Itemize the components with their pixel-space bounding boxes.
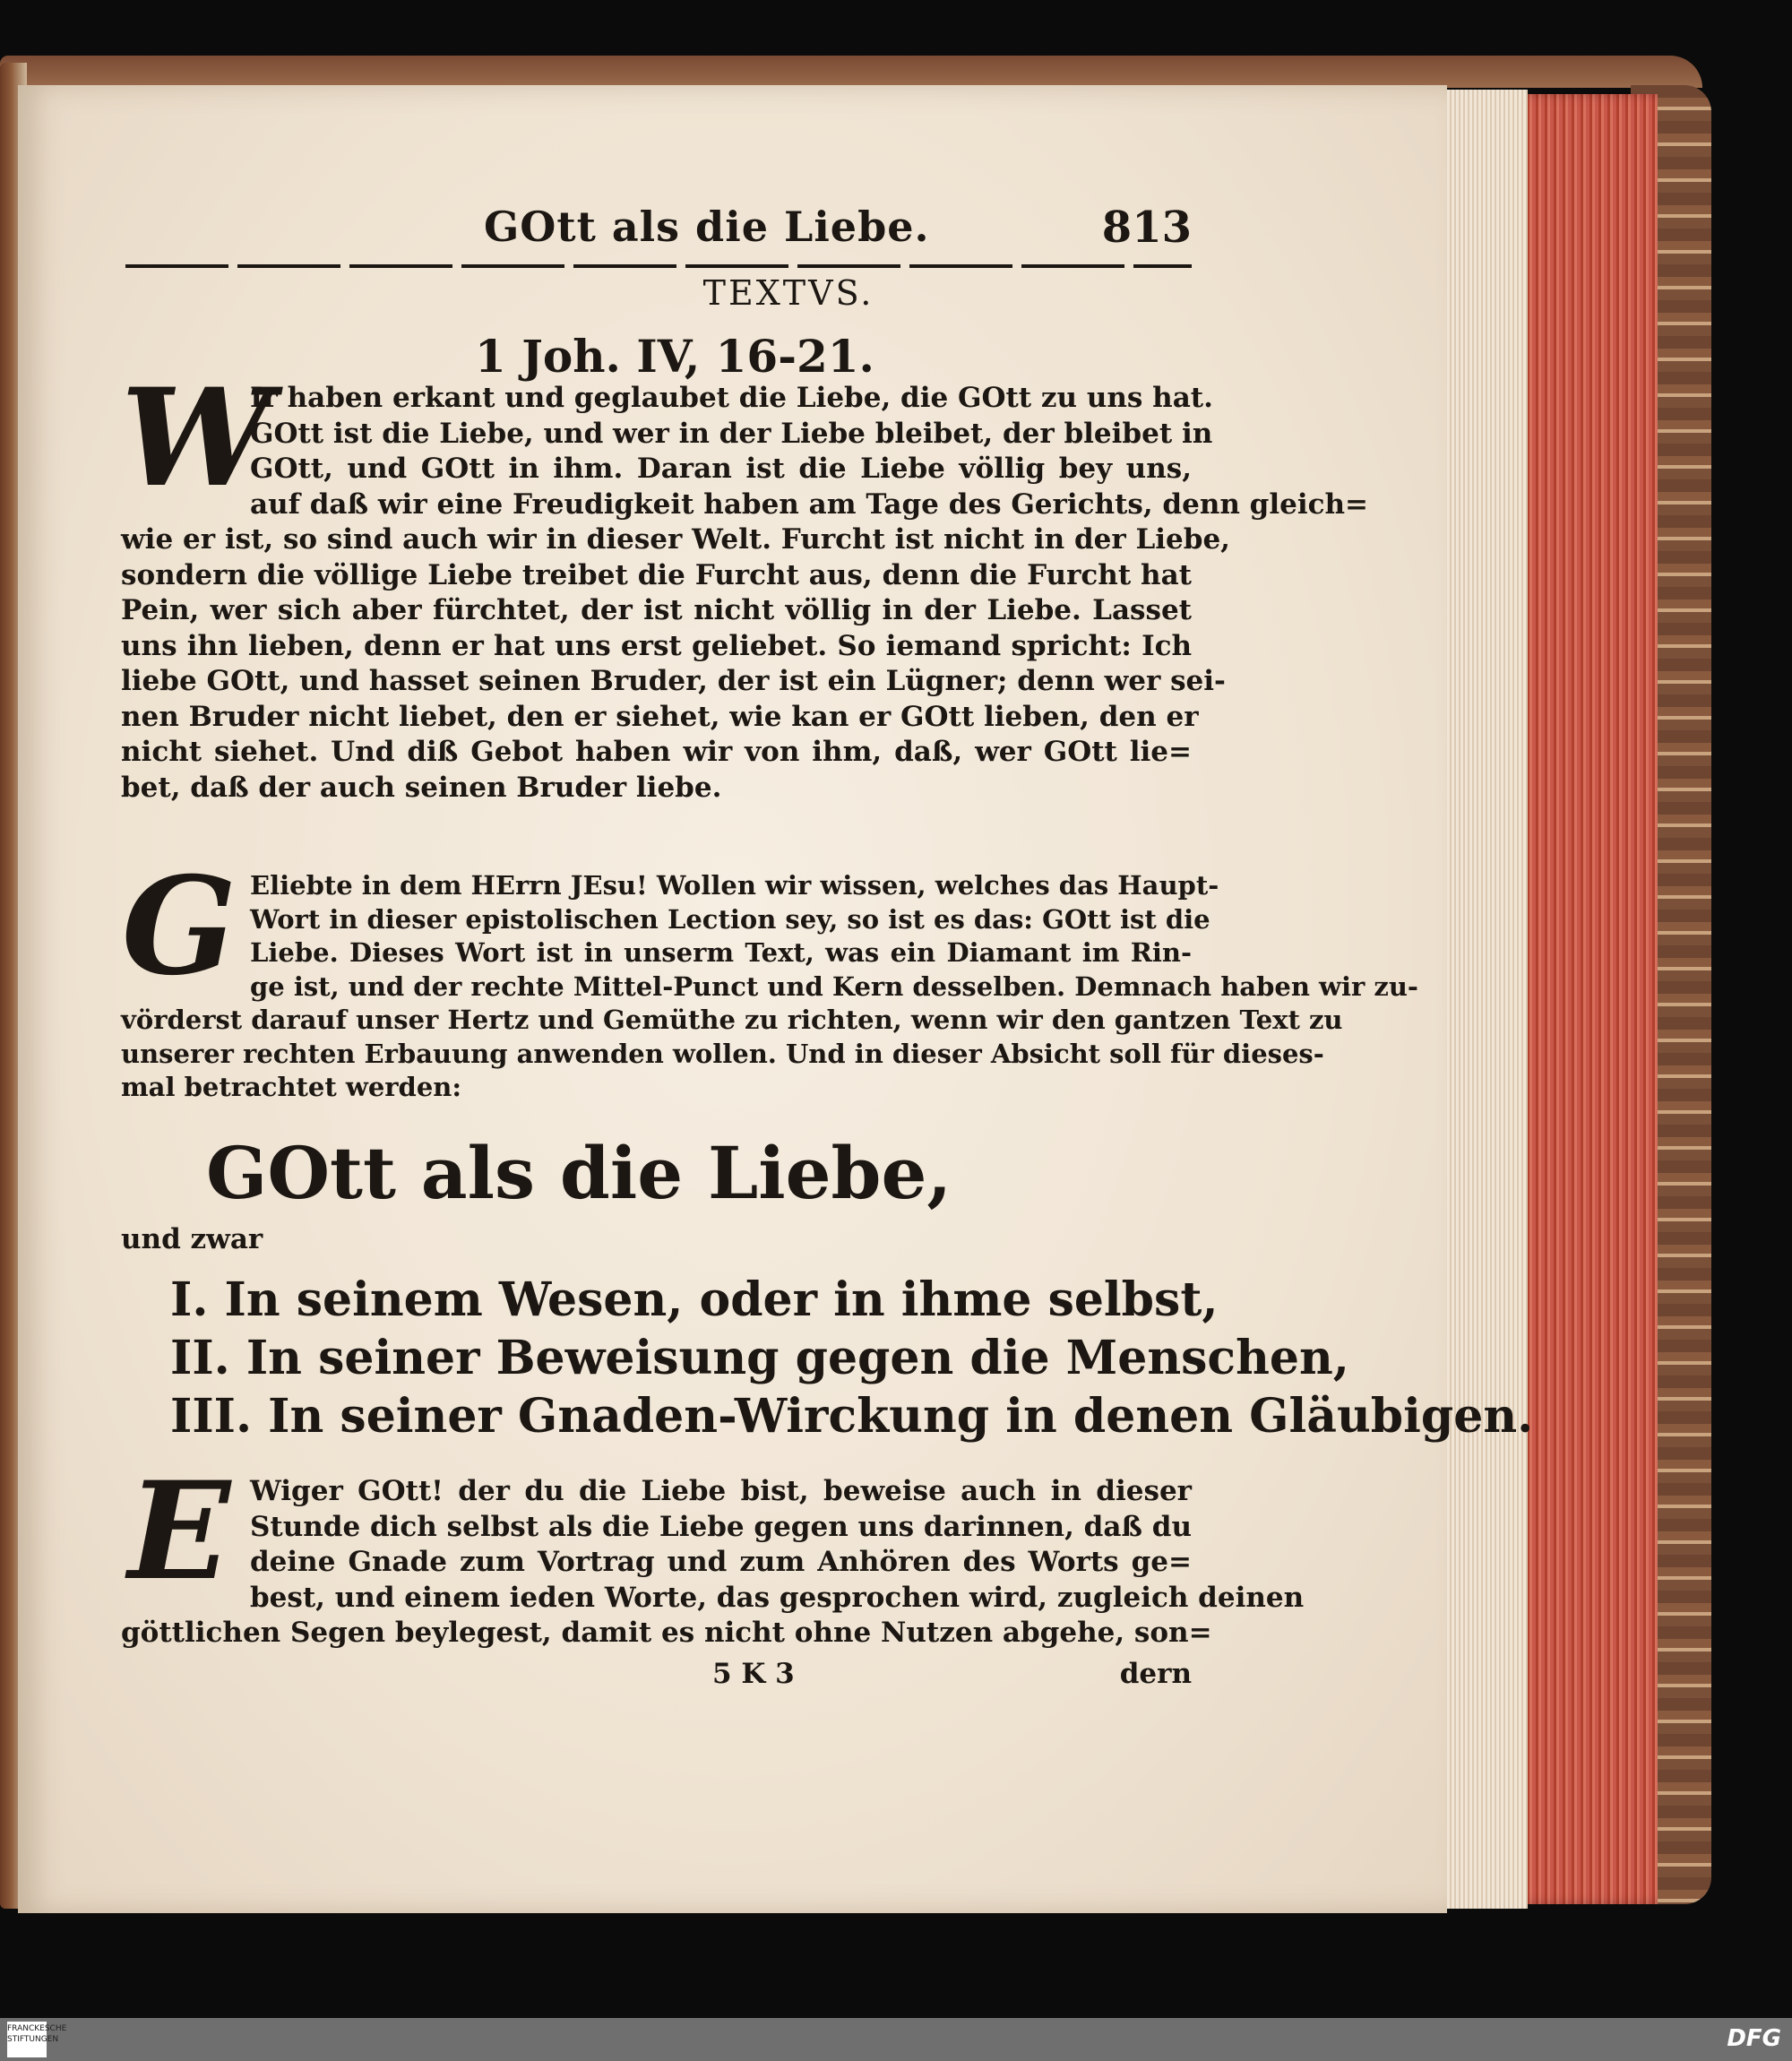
drop-initial: E [127,1453,231,1610]
text-line: göttlichen Segen beylegest, damit es nicht ohne Nutzen abgehe, son= [121,1617,1212,1649]
institution-logo: FRANCKESCHE STIFTUNGEN [7,2022,47,2057]
theme-point-2: II. In seiner Beweisung gegen die Menschen, [170,1331,1349,1385]
text-line: Stunde dich selbst als die Liebe gegen uns darinnen, daß du [250,1510,1192,1543]
text-line: liebe GOtt, und hasset seinen Bruder, der ist ein Lügner; denn wer sei- [121,665,1226,697]
scripture-text [121,359,1369,806]
text-line: Liebe. Dieses Wort ist in unserm Text, was ein Diamant im Rin- [250,937,1192,968]
text-line: mal betrachtet werden: [121,1072,462,1102]
theme-intro: und zwar [121,1223,263,1255]
text-line: deine Gnade zum Vortrag und zum Anhören des Worts ge= [250,1546,1192,1578]
sermon-theme-title: GOtt als die Liebe, [206,1131,952,1215]
catchword: dern [1119,1658,1192,1690]
text-line: Pein, wer sich aber fürchtet, der ist nicht völlig in der Liebe. Lasset [121,594,1192,626]
theme-point-1: I. In seinem Wesen, oder in ihme selbst, [170,1272,1219,1327]
text-line: nicht siehet. Und diß Gebot haben wir von ihm, daß, wer GOtt lie= [121,736,1192,768]
signature-mark: 5 K 3 [712,1658,795,1690]
text-line: Ir haben erkant und geglaubet die Liebe, die GOtt zu uns hat. [250,382,1213,414]
header-rule [125,264,1192,268]
text-line: ge ist, und der rechte Mittel-Punct und Kern desselben. Demnach haben wir zu- [250,970,1418,1002]
dfg-logo: DFG [1727,2025,1781,2052]
textus-label: TEXTVS. [702,273,874,313]
theme-point-3: III. In seiner Gnaden-Wirckung in denen Gläubigen. [170,1389,1534,1444]
text-line: nen Bruder nicht liebet, den er siehet, wie kan er GOtt lieben, den er [121,700,1199,733]
text-line: GOtt ist die Liebe, und wer in der Liebe bleibet, der bleibet in [250,417,1213,450]
page-number: 813 [1101,203,1192,253]
text-line: best, und einem ieden Worte, das gesprochen wird, zugleich deinen [250,1581,1305,1614]
text-line: Eliebte in dem HErrn JEsu! Wollen wir wissen, welches das Haupt- [250,870,1219,901]
text-line: uns ihn lieben, denn er hat uns erst geliebet. So iemand spricht: Ich [121,629,1192,662]
prayer-text [121,1453,1305,1651]
text-line: wie er ist, so sind auch wir in dieser Welt. Furcht ist nicht in der Liebe, [121,523,1230,556]
text-line: vörderst darauf unser Hertz und Gemüthe zu richten, wenn wir den gantzen Text zu [121,1005,1343,1035]
page-header [125,195,1192,258]
text-line: bet, daß der auch seinen Bruder liebe. [121,771,722,804]
exordium-text [121,848,1418,1105]
text-line: unserer rechten Erbauung anwenden wollen. Und in dieser Absicht soll für dieses- [121,1038,1324,1069]
text-line: Wort in dieser epistolischen Lection sey, so ist es das: GOtt ist die [250,903,1210,935]
text-line: sondern die völlige Liebe treibet die Furcht aus, denn die Furcht hat [121,558,1192,591]
text-line: auf daß wir eine Freudigkeit haben am Tage des Gerichts, denn gleich= [250,487,1369,521]
drop-initial: G [121,848,237,1005]
viewer-footer-bar [0,2018,1792,2061]
textus-reference: 1 Joh. IV, 16-21. [475,330,874,383]
running-title: GOtt als die Liebe. [484,203,930,251]
drop-initial: W [121,359,272,517]
text-line: Wiger GOtt! der du die Liebe bist, beweise auch in dieser [250,1475,1192,1507]
book-cover-top [0,56,1702,88]
text-line: GOtt, und GOtt in ihm. Daran ist die Liebe völlig bey uns, [250,453,1192,485]
